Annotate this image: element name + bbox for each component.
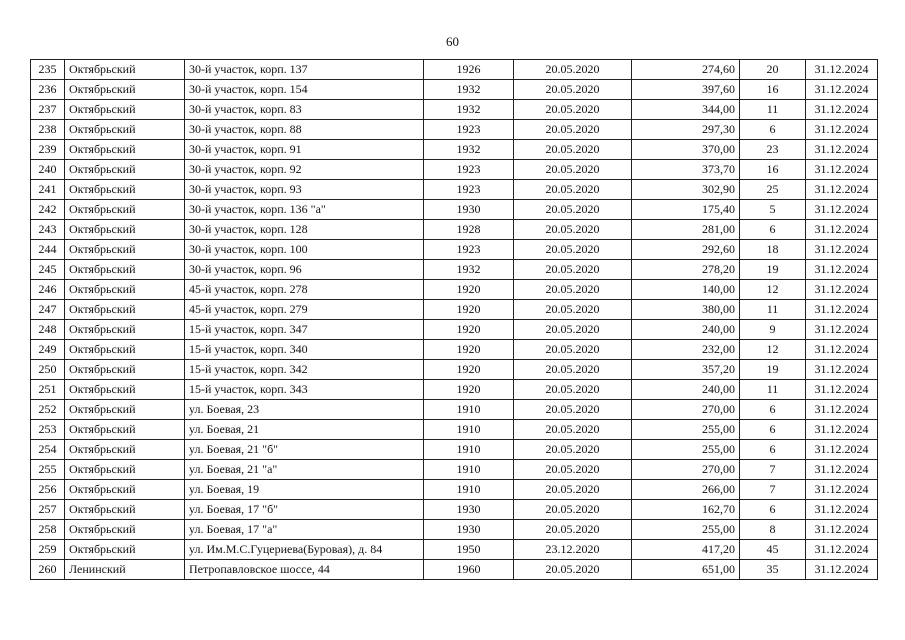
cell-district: Октябрьский [65, 280, 185, 300]
cell-deadline: 31.12.2024 [806, 60, 878, 80]
cell-address: 30-й участок, корп. 88 [185, 120, 424, 140]
cell-date: 20.05.2020 [514, 140, 632, 160]
cell-year-built: 1910 [424, 400, 514, 420]
cell-year-built: 1910 [424, 420, 514, 440]
cell-year-built: 1920 [424, 320, 514, 340]
cell-district: Октябрьский [65, 360, 185, 380]
cell-row-number: 238 [31, 120, 65, 140]
cell-row-number: 242 [31, 200, 65, 220]
cell-deadline: 31.12.2024 [806, 260, 878, 280]
cell-date: 20.05.2020 [514, 320, 632, 340]
cell-year-built: 1923 [424, 160, 514, 180]
cell-district: Октябрьский [65, 220, 185, 240]
cell-district: Октябрьский [65, 500, 185, 520]
cell-residents: 9 [740, 320, 806, 340]
cell-year-built: 1926 [424, 60, 514, 80]
cell-address: ул. Боевая, 23 [185, 400, 424, 420]
cell-residents: 5 [740, 200, 806, 220]
cell-row-number: 257 [31, 500, 65, 520]
cell-date: 20.05.2020 [514, 440, 632, 460]
cell-year-built: 1920 [424, 280, 514, 300]
cell-residents: 19 [740, 260, 806, 280]
cell-deadline: 31.12.2024 [806, 220, 878, 240]
cell-area: 651,00 [632, 560, 740, 580]
cell-row-number: 247 [31, 300, 65, 320]
cell-deadline: 31.12.2024 [806, 180, 878, 200]
cell-district: Октябрьский [65, 240, 185, 260]
cell-row-number: 248 [31, 320, 65, 340]
cell-row-number: 241 [31, 180, 65, 200]
cell-row-number: 253 [31, 420, 65, 440]
cell-row-number: 252 [31, 400, 65, 420]
cell-area: 344,00 [632, 100, 740, 120]
cell-year-built: 1910 [424, 480, 514, 500]
cell-year-built: 1930 [424, 520, 514, 540]
cell-row-number: 236 [31, 80, 65, 100]
cell-address: 15-й участок, корп. 340 [185, 340, 424, 360]
cell-date: 20.05.2020 [514, 560, 632, 580]
cell-district: Октябрьский [65, 120, 185, 140]
cell-date: 23.12.2020 [514, 540, 632, 560]
cell-year-built: 1930 [424, 200, 514, 220]
cell-district: Октябрьский [65, 160, 185, 180]
cell-date: 20.05.2020 [514, 420, 632, 440]
cell-area: 373,70 [632, 160, 740, 180]
cell-residents: 35 [740, 560, 806, 580]
cell-district: Октябрьский [65, 440, 185, 460]
cell-area: 370,00 [632, 140, 740, 160]
cell-deadline: 31.12.2024 [806, 420, 878, 440]
cell-area: 417,20 [632, 540, 740, 560]
cell-date: 20.05.2020 [514, 300, 632, 320]
table-row [31, 360, 878, 380]
cell-address: 30-й участок, корп. 96 [185, 260, 424, 280]
page-number: 60 [446, 34, 459, 49]
cell-deadline: 31.12.2024 [806, 460, 878, 480]
cell-residents: 11 [740, 380, 806, 400]
cell-address: ул. Боевая, 21 "а" [185, 460, 424, 480]
cell-deadline: 31.12.2024 [806, 540, 878, 560]
cell-residents: 6 [740, 420, 806, 440]
table-row [31, 180, 878, 200]
cell-district: Октябрьский [65, 180, 185, 200]
table-row [31, 460, 878, 480]
cell-district: Октябрьский [65, 480, 185, 500]
cell-date: 20.05.2020 [514, 60, 632, 80]
cell-deadline: 31.12.2024 [806, 560, 878, 580]
cell-area: 297,30 [632, 120, 740, 140]
cell-residents: 12 [740, 280, 806, 300]
cell-row-number: 254 [31, 440, 65, 460]
cell-district: Октябрьский [65, 300, 185, 320]
cell-row-number: 255 [31, 460, 65, 480]
cell-address: ул. Боевая, 17 "б" [185, 500, 424, 520]
cell-deadline: 31.12.2024 [806, 300, 878, 320]
cell-deadline: 31.12.2024 [806, 500, 878, 520]
table-row [31, 280, 878, 300]
cell-date: 20.05.2020 [514, 160, 632, 180]
cell-date: 20.05.2020 [514, 240, 632, 260]
cell-residents: 20 [740, 60, 806, 80]
table-row [31, 80, 878, 100]
cell-address: ул. Боевая, 21 "б" [185, 440, 424, 460]
cell-residents: 6 [740, 400, 806, 420]
cell-area: 278,20 [632, 260, 740, 280]
table-row [31, 60, 878, 80]
cell-district: Октябрьский [65, 460, 185, 480]
cell-deadline: 31.12.2024 [806, 400, 878, 420]
cell-residents: 7 [740, 460, 806, 480]
cell-row-number: 256 [31, 480, 65, 500]
cell-date: 20.05.2020 [514, 220, 632, 240]
cell-residents: 18 [740, 240, 806, 260]
cell-row-number: 259 [31, 540, 65, 560]
cell-deadline: 31.12.2024 [806, 480, 878, 500]
cell-district: Октябрьский [65, 260, 185, 280]
cell-district: Октябрьский [65, 80, 185, 100]
cell-area: 266,00 [632, 480, 740, 500]
table-row [31, 540, 878, 560]
cell-district: Октябрьский [65, 200, 185, 220]
cell-area: 175,40 [632, 200, 740, 220]
cell-residents: 25 [740, 180, 806, 200]
cell-residents: 23 [740, 140, 806, 160]
cell-row-number: 251 [31, 380, 65, 400]
cell-row-number: 260 [31, 560, 65, 580]
cell-residents: 8 [740, 520, 806, 540]
cell-address: ул. Боевая, 21 [185, 420, 424, 440]
table-row [31, 120, 878, 140]
cell-row-number: 239 [31, 140, 65, 160]
cell-address: ул. Им.М.С.Гуцериева(Буровая), д. 84 [185, 540, 424, 560]
cell-year-built: 1920 [424, 340, 514, 360]
cell-year-built: 1923 [424, 180, 514, 200]
cell-date: 20.05.2020 [514, 400, 632, 420]
cell-date: 20.05.2020 [514, 480, 632, 500]
cell-area: 255,00 [632, 420, 740, 440]
cell-deadline: 31.12.2024 [806, 200, 878, 220]
cell-residents: 6 [740, 500, 806, 520]
cell-deadline: 31.12.2024 [806, 520, 878, 540]
cell-area: 274,60 [632, 60, 740, 80]
cell-row-number: 258 [31, 520, 65, 540]
cell-deadline: 31.12.2024 [806, 80, 878, 100]
cell-deadline: 31.12.2024 [806, 140, 878, 160]
table-row [31, 480, 878, 500]
cell-date: 20.05.2020 [514, 520, 632, 540]
cell-row-number: 246 [31, 280, 65, 300]
table-row [31, 440, 878, 460]
table-row [31, 160, 878, 180]
cell-area: 232,00 [632, 340, 740, 360]
cell-date: 20.05.2020 [514, 260, 632, 280]
cell-district: Октябрьский [65, 140, 185, 160]
cell-row-number: 243 [31, 220, 65, 240]
cell-date: 20.05.2020 [514, 80, 632, 100]
cell-year-built: 1923 [424, 120, 514, 140]
cell-area: 255,00 [632, 440, 740, 460]
cell-date: 20.05.2020 [514, 340, 632, 360]
cell-deadline: 31.12.2024 [806, 120, 878, 140]
cell-deadline: 31.12.2024 [806, 280, 878, 300]
cell-district: Октябрьский [65, 100, 185, 120]
cell-year-built: 1932 [424, 140, 514, 160]
cell-year-built: 1920 [424, 360, 514, 380]
cell-date: 20.05.2020 [514, 500, 632, 520]
cell-residents: 7 [740, 480, 806, 500]
cell-area: 357,20 [632, 360, 740, 380]
cell-address: 30-й участок, корп. 154 [185, 80, 424, 100]
cell-district: Октябрьский [65, 320, 185, 340]
cell-deadline: 31.12.2024 [806, 160, 878, 180]
table-row [31, 500, 878, 520]
cell-year-built: 1932 [424, 100, 514, 120]
table-row [31, 240, 878, 260]
cell-date: 20.05.2020 [514, 380, 632, 400]
cell-row-number: 245 [31, 260, 65, 280]
cell-address: 30-й участок, корп. 100 [185, 240, 424, 260]
cell-area: 292,60 [632, 240, 740, 260]
cell-address: 15-й участок, корп. 342 [185, 360, 424, 380]
cell-deadline: 31.12.2024 [806, 380, 878, 400]
cell-district: Ленинский [65, 560, 185, 580]
table-row [31, 100, 878, 120]
cell-row-number: 240 [31, 160, 65, 180]
cell-district: Октябрьский [65, 420, 185, 440]
cell-area: 380,00 [632, 300, 740, 320]
cell-row-number: 244 [31, 240, 65, 260]
cell-residents: 12 [740, 340, 806, 360]
cell-date: 20.05.2020 [514, 360, 632, 380]
cell-address: 15-й участок, корп. 347 [185, 320, 424, 340]
cell-year-built: 1920 [424, 380, 514, 400]
cell-district: Октябрьский [65, 380, 185, 400]
cell-area: 162,70 [632, 500, 740, 520]
cell-date: 20.05.2020 [514, 280, 632, 300]
cell-row-number: 249 [31, 340, 65, 360]
registry-body [31, 60, 878, 580]
cell-year-built: 1960 [424, 560, 514, 580]
cell-address: 30-й участок, корп. 93 [185, 180, 424, 200]
cell-row-number: 235 [31, 60, 65, 80]
cell-year-built: 1932 [424, 80, 514, 100]
cell-date: 20.05.2020 [514, 100, 632, 120]
cell-year-built: 1910 [424, 460, 514, 480]
cell-deadline: 31.12.2024 [806, 340, 878, 360]
cell-date: 20.05.2020 [514, 120, 632, 140]
table-row [31, 140, 878, 160]
cell-year-built: 1928 [424, 220, 514, 240]
cell-residents: 45 [740, 540, 806, 560]
table-row [31, 220, 878, 240]
cell-address: 30-й участок, корп. 128 [185, 220, 424, 240]
cell-deadline: 31.12.2024 [806, 440, 878, 460]
cell-year-built: 1923 [424, 240, 514, 260]
housing-registry-table [30, 59, 878, 580]
table-row [31, 260, 878, 280]
cell-residents: 11 [740, 100, 806, 120]
cell-area: 240,00 [632, 320, 740, 340]
cell-year-built: 1910 [424, 440, 514, 460]
cell-address: 45-й участок, корп. 278 [185, 280, 424, 300]
cell-year-built: 1930 [424, 500, 514, 520]
cell-residents: 6 [740, 220, 806, 240]
cell-address: Петропавловское шоссе, 44 [185, 560, 424, 580]
table-row [31, 400, 878, 420]
cell-district: Октябрьский [65, 340, 185, 360]
table-row [31, 340, 878, 360]
cell-residents: 6 [740, 120, 806, 140]
cell-deadline: 31.12.2024 [806, 100, 878, 120]
cell-address: 30-й участок, корп. 137 [185, 60, 424, 80]
table-row [31, 200, 878, 220]
cell-row-number: 250 [31, 360, 65, 380]
cell-area: 302,90 [632, 180, 740, 200]
table-row [31, 420, 878, 440]
cell-district: Октябрьский [65, 540, 185, 560]
cell-deadline: 31.12.2024 [806, 240, 878, 260]
cell-area: 270,00 [632, 400, 740, 420]
cell-district: Октябрьский [65, 400, 185, 420]
cell-address: 45-й участок, корп. 279 [185, 300, 424, 320]
cell-year-built: 1920 [424, 300, 514, 320]
cell-area: 255,00 [632, 520, 740, 540]
cell-area: 281,00 [632, 220, 740, 240]
cell-address: 30-й участок, корп. 91 [185, 140, 424, 160]
table-row [31, 300, 878, 320]
cell-residents: 16 [740, 80, 806, 100]
table-row [31, 560, 878, 580]
cell-address: ул. Боевая, 17 "а" [185, 520, 424, 540]
cell-deadline: 31.12.2024 [806, 320, 878, 340]
cell-district: Октябрьский [65, 520, 185, 540]
cell-area: 240,00 [632, 380, 740, 400]
cell-area: 270,00 [632, 460, 740, 480]
cell-residents: 19 [740, 360, 806, 380]
cell-date: 20.05.2020 [514, 180, 632, 200]
cell-date: 20.05.2020 [514, 200, 632, 220]
cell-deadline: 31.12.2024 [806, 360, 878, 380]
cell-year-built: 1932 [424, 260, 514, 280]
cell-row-number: 237 [31, 100, 65, 120]
cell-address: 30-й участок, корп. 136 "а" [185, 200, 424, 220]
cell-district: Октябрьский [65, 60, 185, 80]
cell-year-built: 1950 [424, 540, 514, 560]
cell-area: 397,60 [632, 80, 740, 100]
table-row [31, 320, 878, 340]
cell-residents: 16 [740, 160, 806, 180]
cell-residents: 6 [740, 440, 806, 460]
table-row [31, 380, 878, 400]
cell-date: 20.05.2020 [514, 460, 632, 480]
cell-address: 15-й участок, корп. 343 [185, 380, 424, 400]
cell-residents: 11 [740, 300, 806, 320]
cell-address: 30-й участок, корп. 83 [185, 100, 424, 120]
table-row [31, 520, 878, 540]
cell-address: ул. Боевая, 19 [185, 480, 424, 500]
cell-address: 30-й участок, корп. 92 [185, 160, 424, 180]
cell-area: 140,00 [632, 280, 740, 300]
